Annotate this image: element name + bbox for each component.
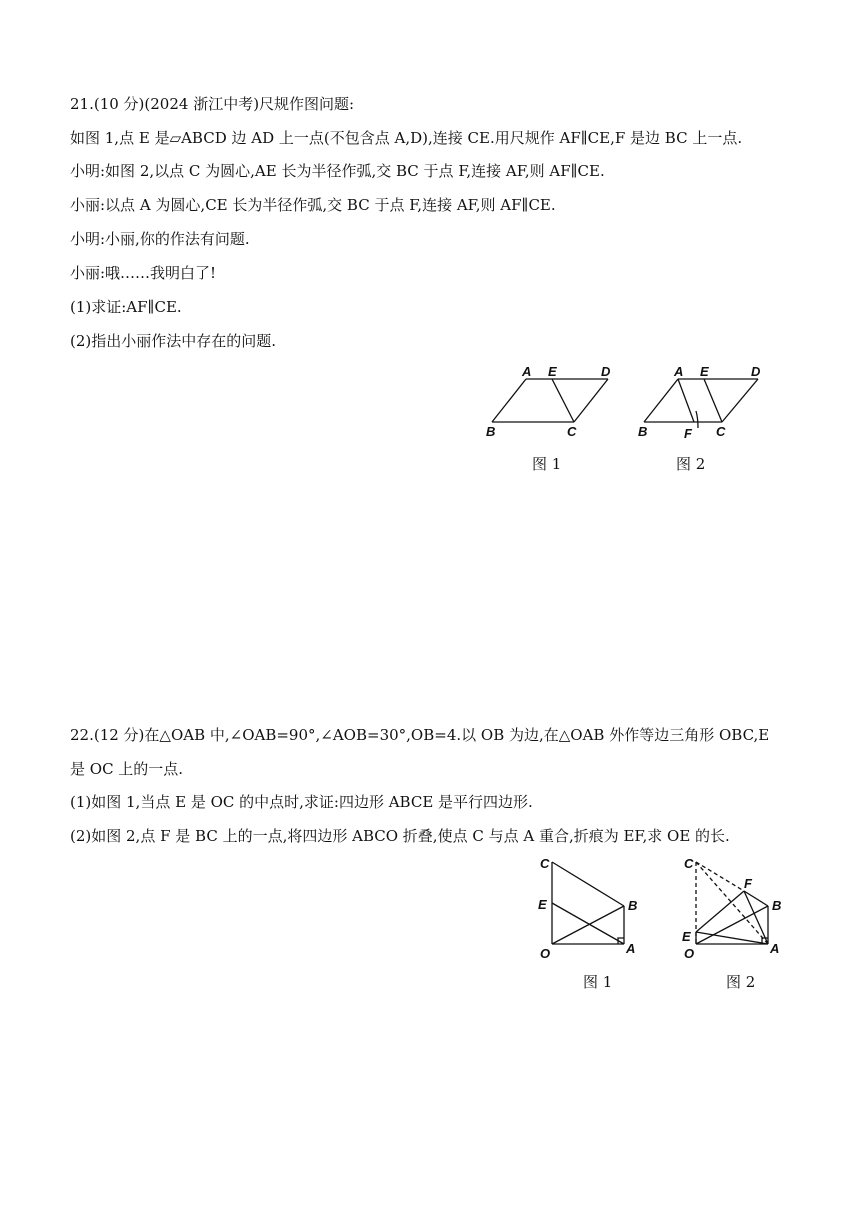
q22-figure-2 xyxy=(676,852,788,964)
q22-part-2: (2)如图 2,点 F 是 BC 上的一点,将四边形 ABCO 折叠,使点 C 与点 A 重合,折痕为 EF,求 OE 的长. xyxy=(70,827,730,845)
q21-fig1-label-c: C xyxy=(567,424,577,439)
q21-header: 21.(10 分)(2024 浙江中考)尺规作图问题: xyxy=(70,95,355,113)
q22-fig2-label-c: C xyxy=(684,856,694,871)
q22-fig2-caption: 图 2 xyxy=(726,973,756,991)
q21-fig1-caption: 图 1 xyxy=(532,455,562,473)
q22-fig1-label-c: C xyxy=(540,856,550,871)
q22-fig1-label-b: B xyxy=(628,898,638,913)
q21-fig2-label-c: C xyxy=(716,424,726,439)
q22-fig2-label-b: B xyxy=(772,898,782,913)
q21-fig1-label-e: E xyxy=(548,364,557,379)
q22-fig2-label-e: E xyxy=(682,929,691,944)
q21-fig2-caption: 图 2 xyxy=(676,455,706,473)
q22-fig2-label-a: A xyxy=(770,941,780,956)
q21-line-2: 小明:如图 2,以点 C 为圆心,AE 长为半径作弧,交 BC 于点 F,连接 AF,则 AF∥CE. xyxy=(70,162,605,180)
q21-fig2-label-f: F xyxy=(684,426,692,441)
q22-fig1-label-a: A xyxy=(626,941,636,956)
q21-fig2-label-b: B xyxy=(638,424,648,439)
q22-fig2-label-o: O xyxy=(684,946,695,961)
q21-line-1: 如图 1,点 E 是▱ABCD 边 AD 上一点(不包含点 A,D),连接 CE.用尺规作 AF∥CE,F 是边 BC 上一点. xyxy=(70,129,743,147)
q22-fig1-label-o: O xyxy=(540,946,551,961)
q21-fig2-label-a: A xyxy=(674,364,684,379)
q21-line-5: 小丽:哦……我明白了! xyxy=(70,264,217,282)
q22-fig2-label-f: F xyxy=(744,876,752,891)
q22-fig1-label-e: E xyxy=(538,897,547,912)
q21-fig2-label-d: D xyxy=(751,364,761,379)
q22-fig1-caption: 图 1 xyxy=(583,973,613,991)
q21-figure-1 xyxy=(480,362,620,442)
q21-fig1-label-a: A xyxy=(522,364,532,379)
q22-figure-1 xyxy=(532,852,644,964)
q22-line-1: 是 OC 上的一点. xyxy=(70,760,184,778)
q21-fig2-label-e: E xyxy=(700,364,709,379)
q21-figure-2 xyxy=(632,362,772,442)
q21-fig1-label-d: D xyxy=(601,364,611,379)
q21-line-4: 小明:小丽,你的作法有问题. xyxy=(70,230,250,248)
q21-part-2: (2)指出小丽作法中存在的问题. xyxy=(70,332,277,350)
q21-part-1: (1)求证:AF∥CE. xyxy=(70,298,182,316)
q22-part-1: (1)如图 1,当点 E 是 OC 的中点时,求证:四边形 ABCE 是平行四边形. xyxy=(70,793,533,811)
q22-header: 22.(12 分)在△OAB 中,∠OAB=90°,∠AOB=30°,OB=4.以 OB 为边,在△OAB 外作等边三角形 OBC,E xyxy=(70,726,770,744)
q21-fig1-label-b: B xyxy=(486,424,496,439)
q21-line-3: 小丽:以点 A 为圆心,CE 长为半径作弧,交 BC 于点 F,连接 AF,则 AF∥CE. xyxy=(70,196,556,214)
